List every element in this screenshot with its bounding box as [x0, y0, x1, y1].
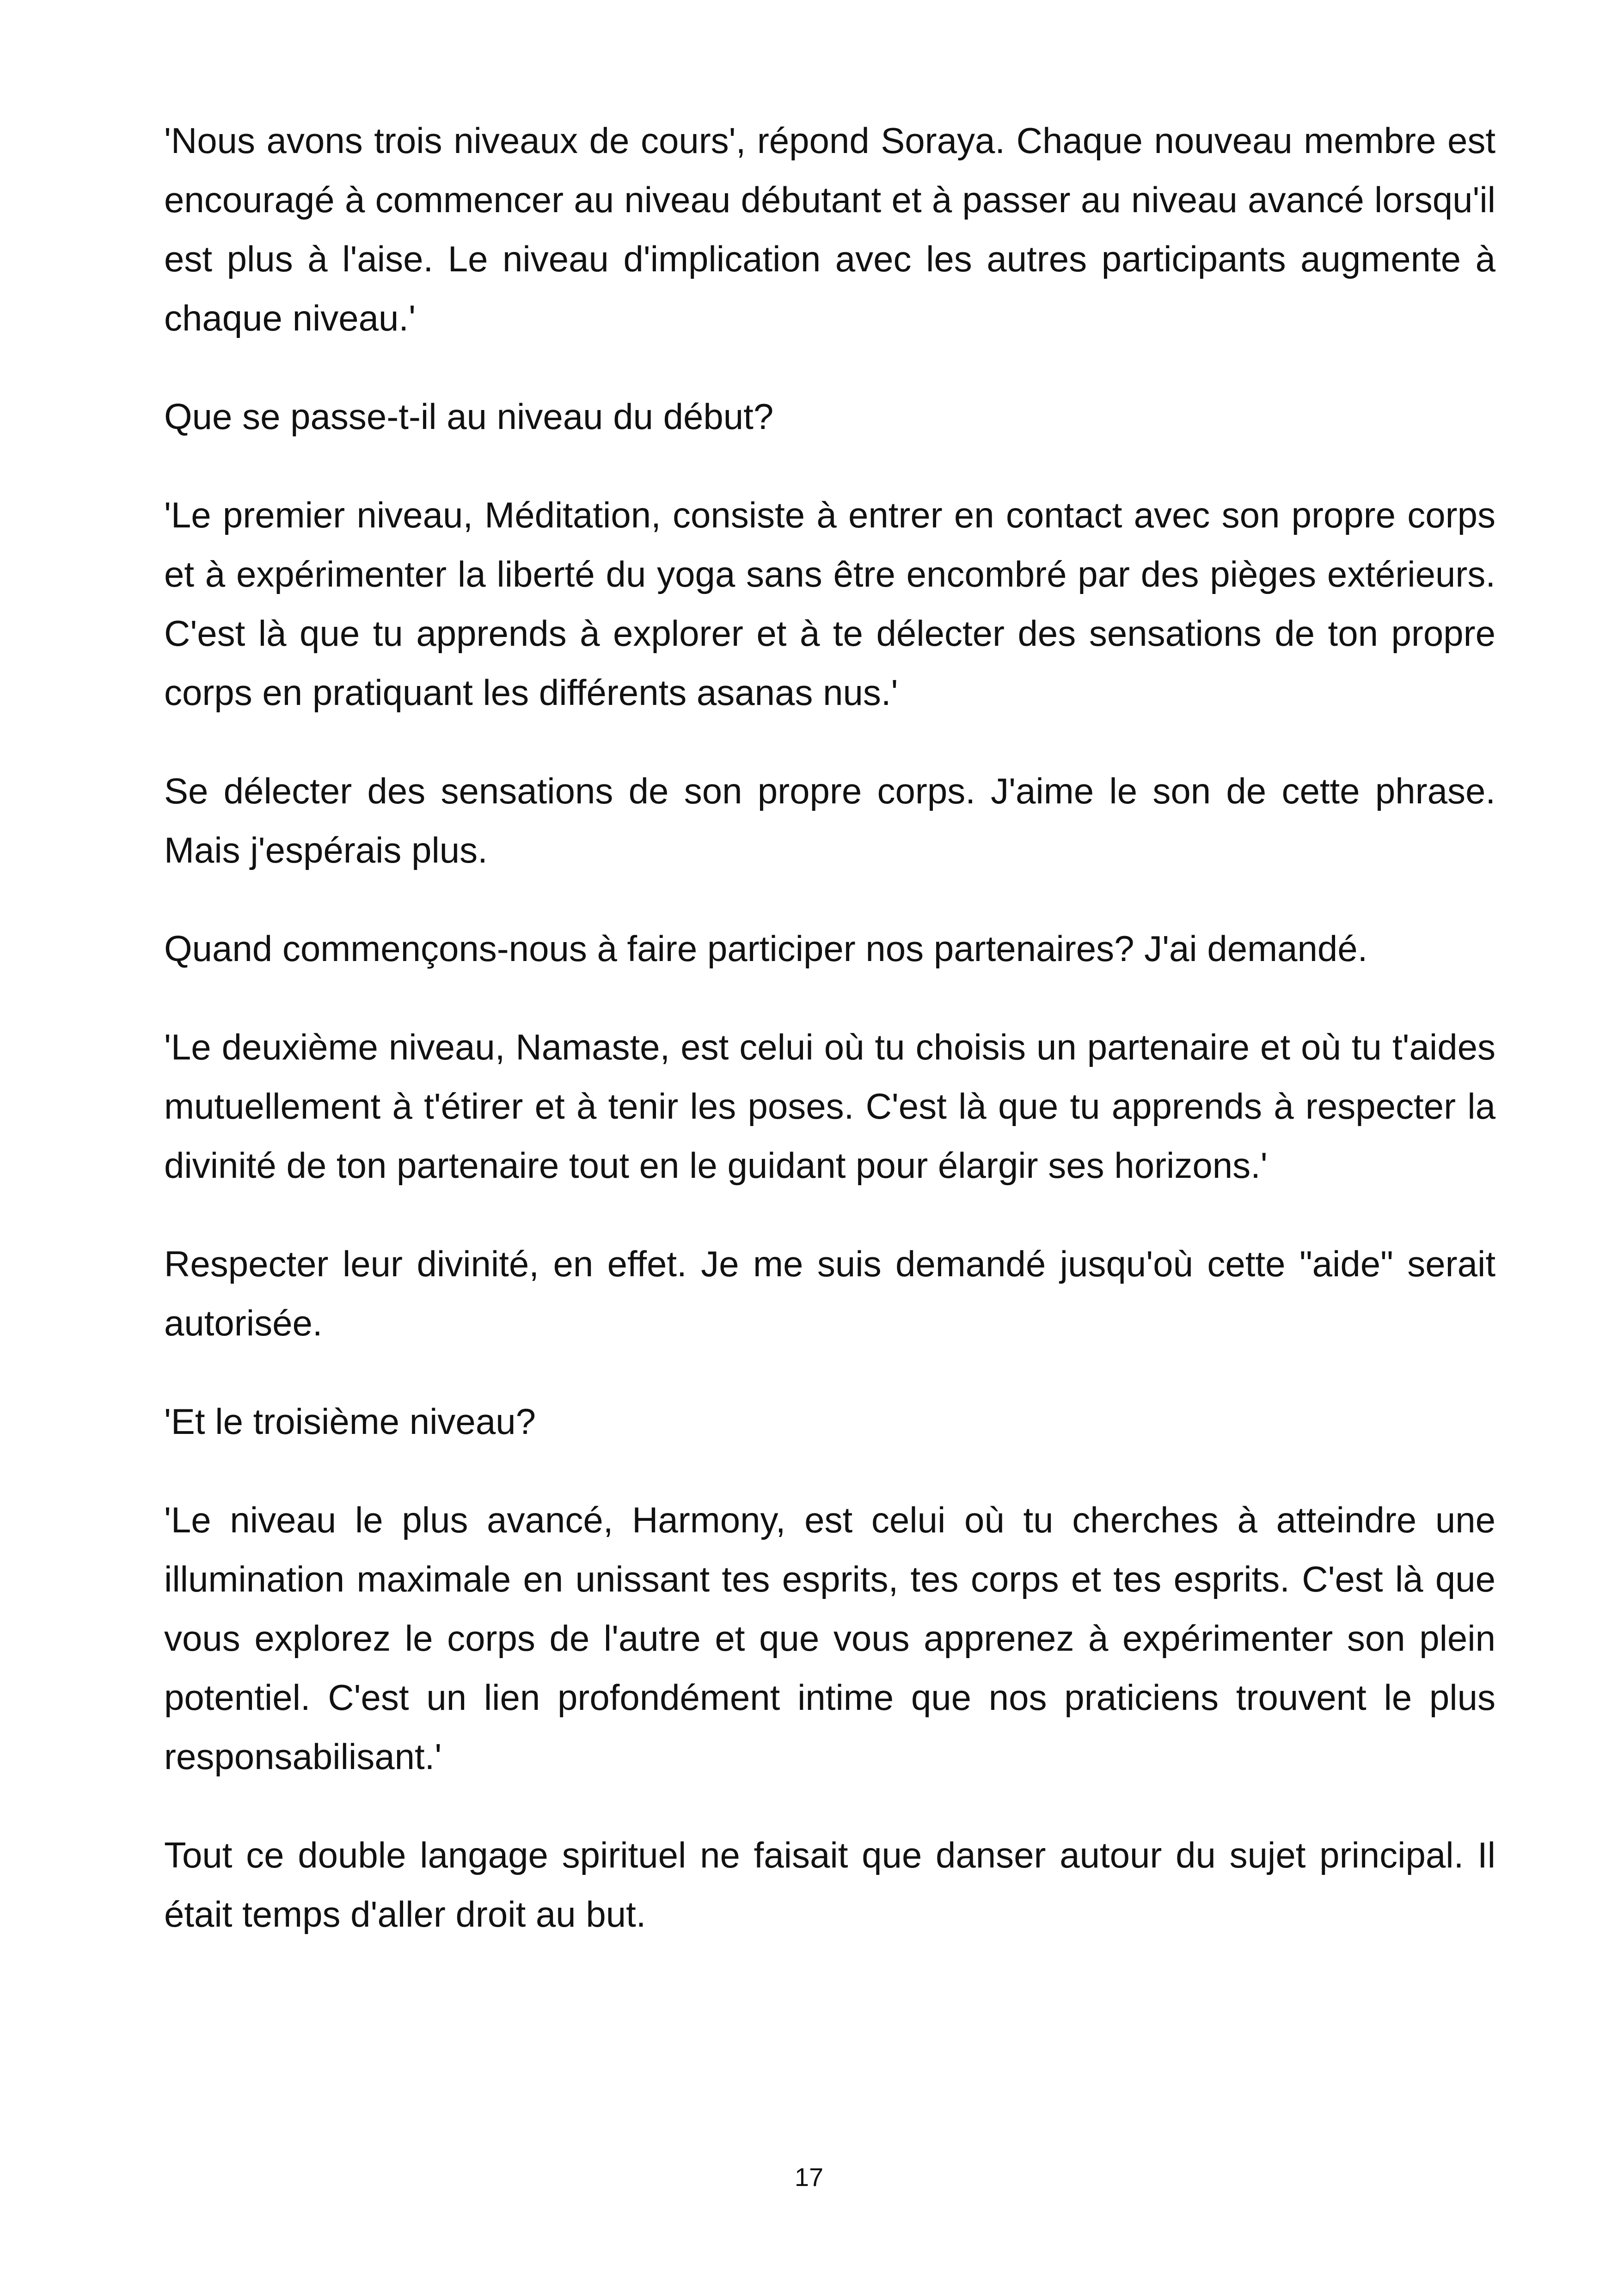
- text-body: [164, 111, 1495, 1983]
- paragraph-3: 'Le premier niveau, Méditation, consiste à entrer en contact avec son propre corps et à expérimenter la liberté du yoga sans être encombré par des pièges extérieurs. C'est là que tu apprends à explorer et à te délecter des sensations de ton propre corps en pratiquant les différents asanas nus.': [164, 495, 1495, 713]
- paragraph-7: Respecter leur divinité, en effet. Je me suis demandé jusqu'où cette "aide" serait autorisée.: [164, 1243, 1495, 1343]
- paragraph-1: 'Nous avons trois niveaux de cours', répond Soraya. Chaque nouveau membre est encouragé à commencer au niveau débutant et à passer au niveau avancé lorsqu'il est plus à l'aise. Le niveau d'implication avec les autres participants augmente à chaque niveau.': [164, 120, 1495, 338]
- paragraph-6: 'Le deuxième niveau, Namaste, est celui où tu choisis un partenaire et où tu t'aides mutuellement à t'étirer et à tenir les poses. C'est là que tu apprends à respecter la divinité de ton partenaire tout en le guidant pour élargir ses horizons.': [164, 1027, 1495, 1186]
- paragraph-10: Tout ce double langage spirituel ne faisait que danser autour du sujet principal. Il était temps d'aller droit au but.: [164, 1835, 1495, 1935]
- paragraph-8: 'Et le troisième niveau?: [164, 1401, 536, 1442]
- paragraph-2: Que se passe-t-il au niveau du début?: [164, 396, 774, 437]
- paragraph-5: Quand commençons-nous à faire participer nos partenaires? J'ai demandé.: [164, 928, 1368, 969]
- paragraph-9: 'Le niveau le plus avancé, Harmony, est celui où tu cherches à atteindre une illumination maximale en unissant tes esprits, tes corps et tes esprits. C'est là que vous explorez le corps de l'autre et que vous apprenez à expérimenter son plein potentiel. C'est un lien profondément intime que nos praticiens trouvent le plus responsabilisant.': [164, 1500, 1495, 1777]
- page-number: 17: [794, 2162, 824, 2192]
- paragraph-4: Se délecter des sensations de son propre corps. J'aime le son de cette phrase. Mais j'espérais plus.: [164, 771, 1495, 870]
